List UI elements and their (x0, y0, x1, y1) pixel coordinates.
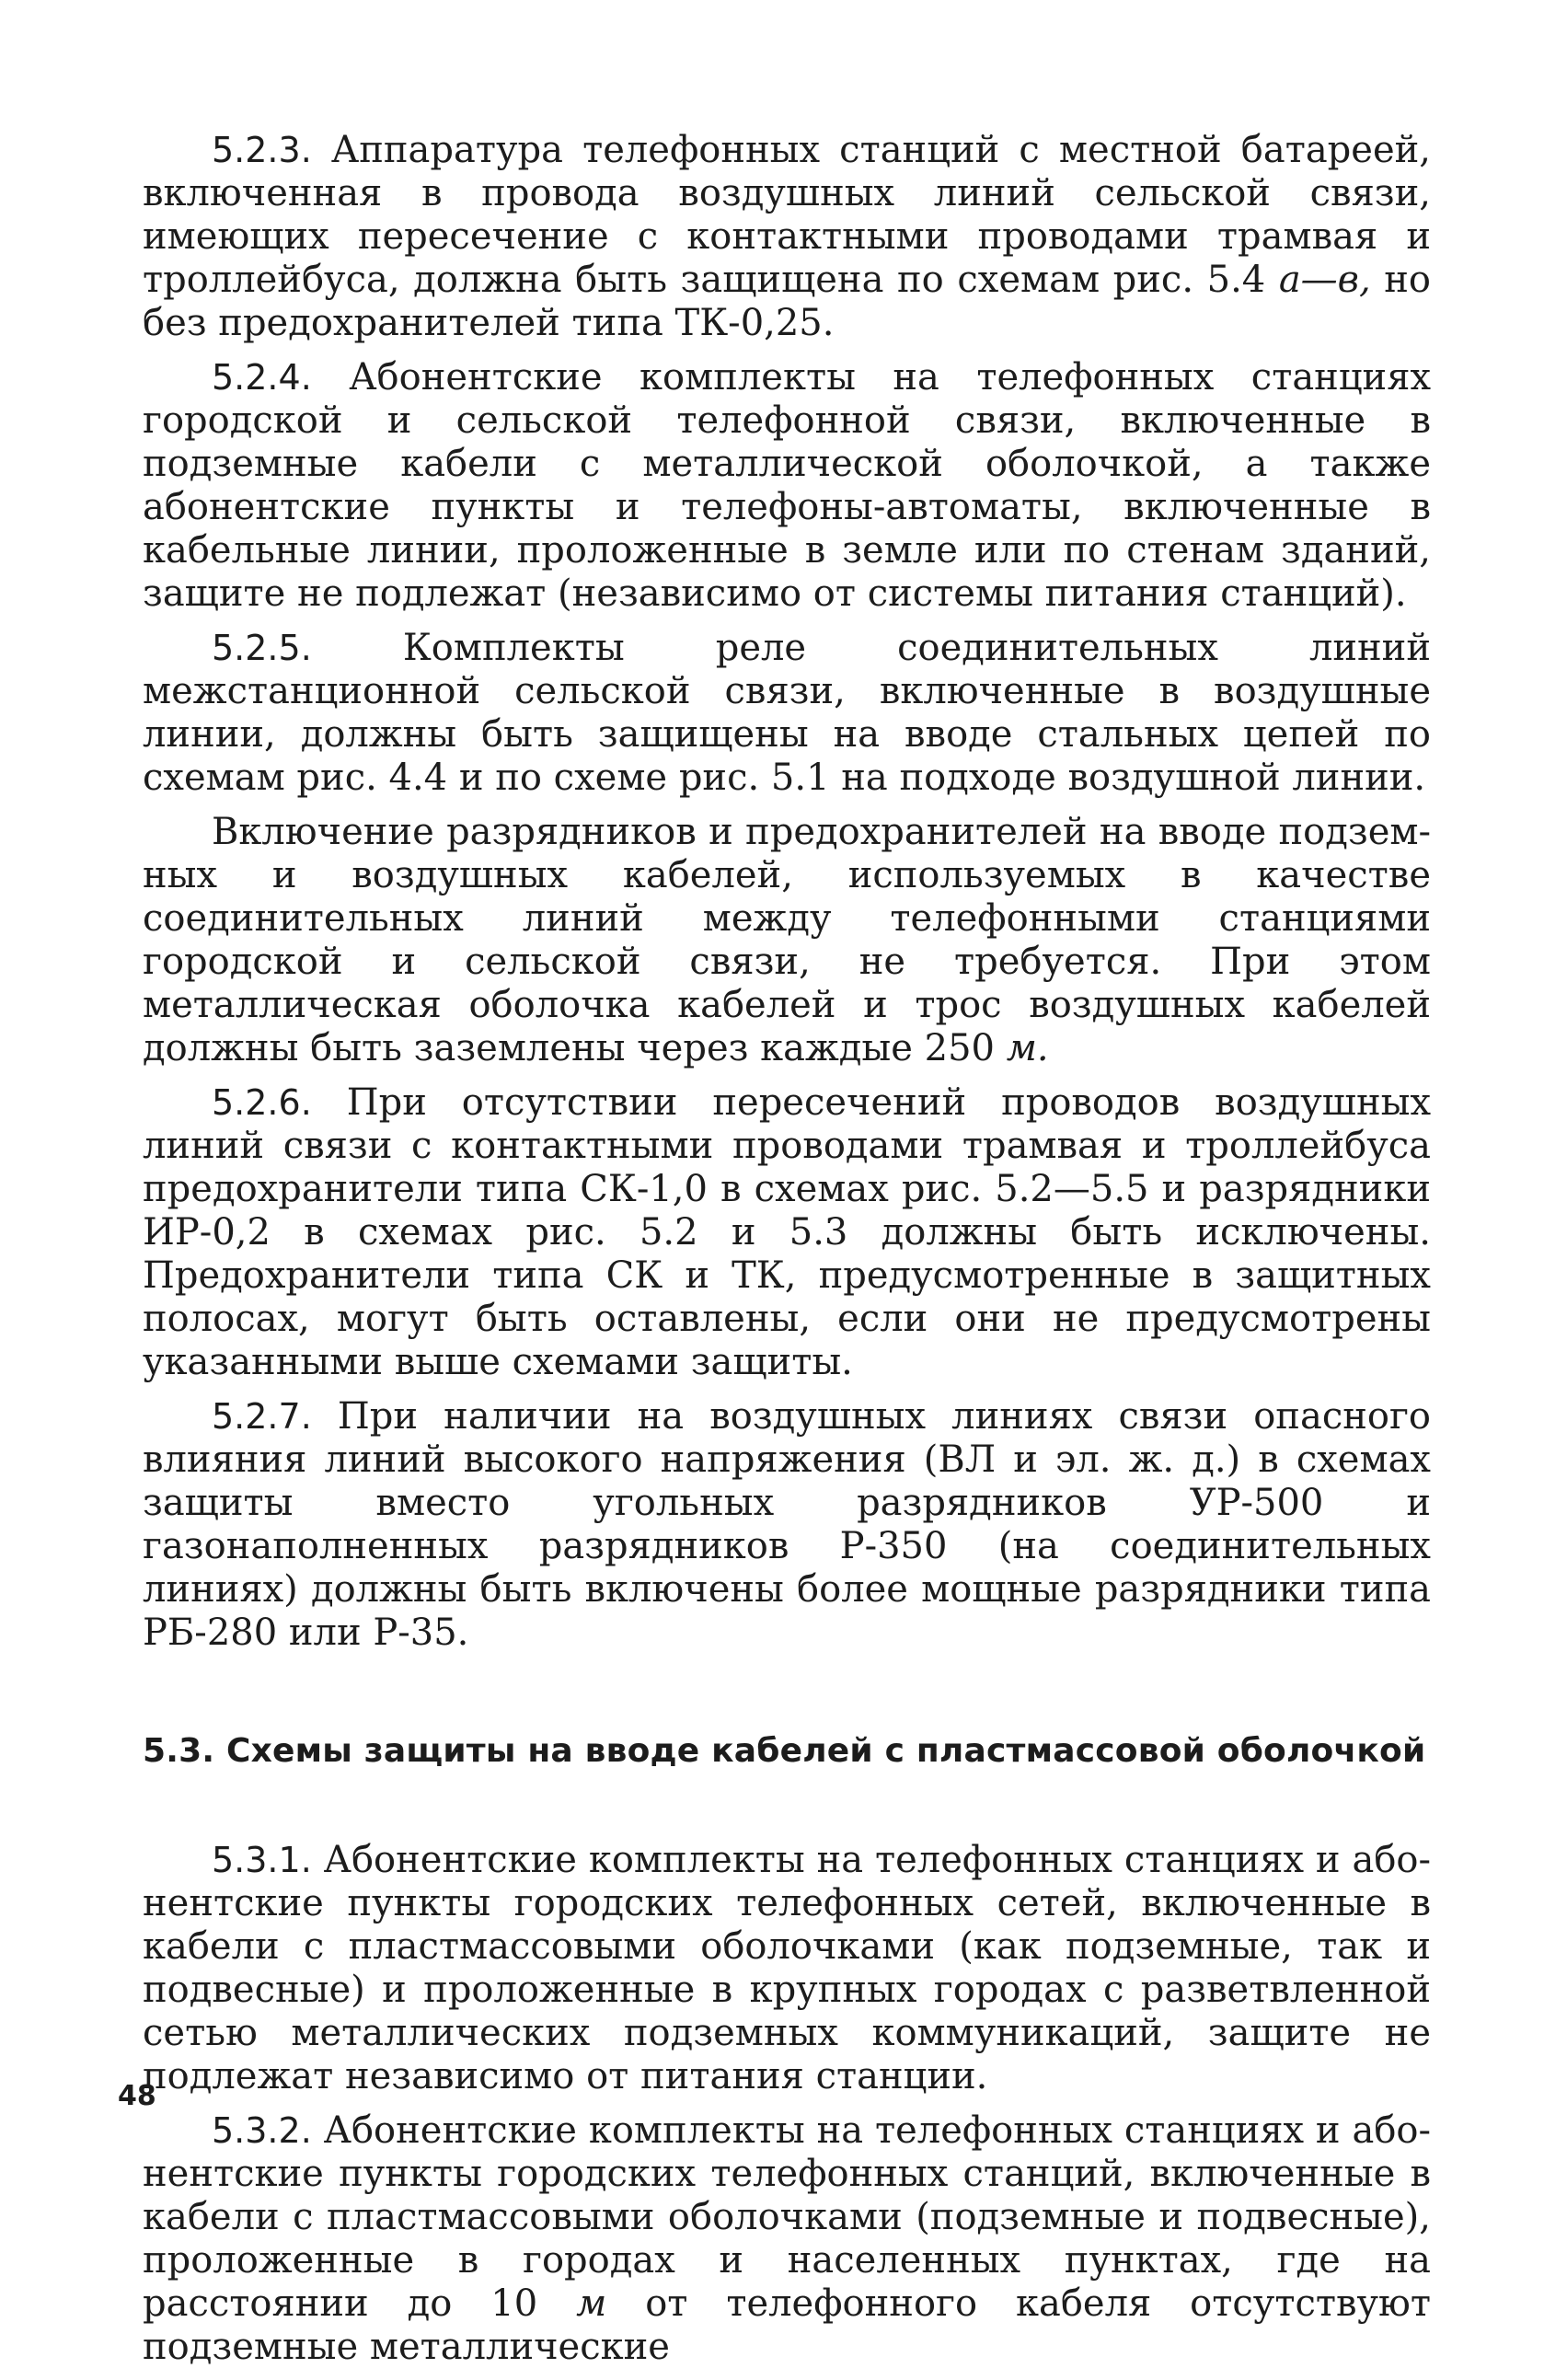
paragraph-text: При отсутствии пересечений проводов воздушных линий связи с контактными проводами трамвая и троллейбуса предохранители типа СК-1,0 в схемах рис. 5.2—5.5 и разрядники ИР-0,2 в схемах рис. 5.2 и 5.3 должны быть исключены. Предохранители типа СК и ТК, предусмотренные в защитных полосах, могут быть оставлены, если они не предусмотрены указанными выше схемами защиты. (143, 1081, 1431, 1383)
clause-number: 5.2.4. (212, 357, 312, 398)
paragraph-text: но без предохранителей типа ТК-0,25. (143, 259, 1432, 344)
clause-number: 5.2.3. (212, 130, 312, 170)
paragraph-text: Комплекты реле соединительных линий межстанционной сельской связи, включенные в воздушные линии, должны быть защищены на вводе стальных цепей по схемам рис. 4.4 и по схеме рис. 5.1 на подходе воздушной линии. (143, 627, 1431, 799)
italic-text: м. (1006, 1027, 1049, 1069)
document-page (143, 129, 1431, 2380)
paragraph-text: от телефонного кабеля отсутствуют подземные металлические (143, 2282, 1431, 2368)
paragraph-text: Включение разрядников и предохранителей на вводе подземных и воздушных кабелей, используемых в качестве соединительных линий между телефонными станциями городской и сельской связи, не требуется. При этом металлическая оболочка кабелей и трос воздушных кабелей должны быть заземлены через каждые 250 (143, 811, 1431, 1069)
clause-number: 5.2.7. (212, 1396, 312, 1437)
clause-number: 5.3.1. (212, 1840, 312, 1880)
paragraph (143, 129, 1431, 345)
paragraph (143, 811, 1431, 1070)
paragraph-text: Аппаратура телефонных станций с местной батареей, включенная в провода воздушных линий сельской связи, имеющих пересечение с контактными проводами трамвая и троллейбуса, должна быть защищена по схемам рис. 5.4 (143, 129, 1431, 301)
italic-text: м (576, 2282, 607, 2325)
clause-number: 5.2.5. (212, 628, 312, 668)
paragraph (143, 1839, 1431, 2098)
paragraph-text: При наличии на воздушных линиях связи опасного влияния линий высокого напряжения (ВЛ и эл. ж. д.) в схемах защиты вместо угольных разрядников УР-500 и газонаполненных разрядников Р-350 (на соединительных линиях) должны быть включены более мощные разрядники типа РБ-280 или Р-35. (143, 1395, 1431, 1654)
paragraph (143, 1395, 1431, 1655)
paragraph (143, 1081, 1431, 1384)
paragraph-text: Абонентские комплекты на телефонных станциях и абонентские пункты городских телефонных станций, включенные в кабели с пластмассовыми оболочками (подземные и подвесные), проложенные в городах и населенных пунктах, где на расстоянии до 10 (143, 2109, 1431, 2325)
section-5-3-body (143, 1839, 1431, 2369)
paragraph-text: Абонентские комплекты на телефонных станциях и абонентские пункты городских телефонных сетей, включенные в кабели с пластмассовыми оболочками (как подземные, так и подвесные) и проложенные в крупных городах с разветвленной сетью металлических подземных коммуникаций, защите не подлежат независимо от питания станции. (143, 1839, 1431, 2097)
paragraph (143, 356, 1431, 616)
page-number: 48 (118, 2080, 156, 2112)
section-5-2-body (143, 129, 1431, 1655)
clause-number: 5.3.2. (212, 2110, 312, 2151)
section-heading: 5.3. Схемы защиты на вводе кабелей с пластмассовой оболочкой (143, 1732, 1426, 1770)
italic-text: а—в, (1278, 259, 1371, 301)
paragraph (143, 627, 1431, 800)
clause-number: 5.2.6. (212, 1082, 312, 1123)
paragraph-text: Абонентские комплекты на телефонных станциях городской и сельской телефонной связи, включенные в подземные кабели с металлической оболочкой, а также абонентские пункты и телефоны-автоматы, включенные в кабельные линии, проложенные в земле или по стенам зданий, защите не подлежат (независимо от системы питания станций). (143, 356, 1431, 615)
paragraph (143, 2109, 1431, 2369)
